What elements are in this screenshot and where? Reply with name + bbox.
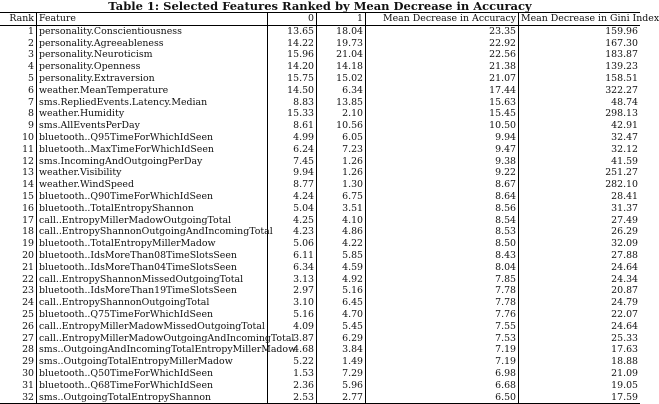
cell-feature: personality.Extraversion [37, 73, 268, 85]
table-body [0, 25, 640, 404]
cell-zero: 2.53 [268, 392, 317, 404]
cell-one: 4.10 [317, 215, 366, 227]
cell-accuracy: 7.85 [366, 274, 519, 286]
cell-one: 7.23 [317, 144, 366, 156]
cell-one: 1.49 [317, 356, 366, 368]
cell-accuracy: 7.78 [366, 297, 519, 309]
cell-feature: sms.AllEventsPerDay [37, 120, 268, 132]
cell-one: 4.86 [317, 226, 366, 238]
cell-rank: 17 [0, 215, 37, 227]
cell-feature: sms..OutgoingTotalEntropyMillerMadow [37, 356, 268, 368]
header-one: 1 [317, 13, 366, 26]
cell-zero: 1.53 [268, 368, 317, 380]
table-row [0, 203, 640, 215]
cell-gini: 159.96 [605, 25, 638, 37]
cell-feature: call..EntropyMillerMadowOutgoingAndIncomingTotal [37, 333, 268, 345]
table-row [0, 120, 640, 132]
table-row [0, 285, 640, 297]
cell-rank: 10 [0, 132, 37, 144]
cell-feature: bluetooth..Q75TimeForWhichIdSeen [37, 309, 268, 321]
cell-rank: 16 [0, 203, 37, 215]
cell-accuracy: 10.50 [366, 120, 519, 132]
table-caption: Table 1: Selected Features Ranked by Mean Decrease in Accuracy [108, 0, 532, 13]
cell-gini: 17.59 [519, 392, 641, 404]
table-row [0, 215, 640, 227]
cell-rank: 1 [0, 25, 37, 37]
cell-accuracy: 7.53 [366, 333, 519, 345]
cell-gini: 25.33 [611, 332, 638, 344]
header-row [0, 13, 640, 26]
table-row [0, 380, 640, 392]
cell-one: 1.26 [317, 167, 366, 179]
cell-feature: bluetooth..TotalEntropyShannon [37, 203, 268, 215]
cell-gini: 24.64 [611, 320, 638, 332]
cell-rank: 9 [0, 120, 37, 132]
cell-one: 3.84 [317, 344, 366, 356]
cell-zero: 5.22 [268, 356, 317, 368]
cell-one: 18.04 [317, 25, 366, 37]
cell-feature: bluetooth..IdsMoreThan08TimeSlotsSeen [37, 250, 268, 262]
cell-gini: 27.49 [611, 214, 638, 226]
cell-one: 7.29 [317, 368, 366, 380]
cell-accuracy: 15.63 [366, 97, 519, 109]
cell-feature: sms..OutgoingAndIncomingTotalEntropyMillerMadow [37, 344, 268, 356]
features-table [0, 12, 659, 404]
cell-zero: 4.68 [268, 344, 317, 356]
cell-rank: 30 [0, 368, 37, 380]
cell-zero: 4.99 [268, 132, 317, 144]
table-row [0, 392, 640, 404]
cell-gini: 32.47 [611, 131, 638, 143]
cell-zero: 15.96 [268, 49, 317, 61]
table-row [0, 321, 640, 333]
cell-accuracy: 7.55 [366, 321, 519, 333]
cell-accuracy: 21.38 [366, 61, 519, 73]
cell-zero: 6.34 [268, 262, 317, 274]
table-row [0, 108, 640, 120]
table-row [0, 191, 640, 203]
cell-one: 6.29 [317, 333, 366, 345]
header-feature: Feature [37, 13, 268, 26]
cell-one: 2.77 [317, 392, 366, 404]
cell-feature: bluetooth..Q50TimeForWhichIdSeen [37, 368, 268, 380]
cell-feature: bluetooth..MaxTimeForWhichIdSeen [37, 144, 268, 156]
cell-accuracy: 6.98 [366, 368, 519, 380]
cell-accuracy: 22.92 [366, 38, 519, 50]
cell-feature: weather.Humidity [37, 108, 268, 120]
cell-accuracy: 9.38 [366, 156, 519, 168]
header-zero: 0 [268, 13, 317, 26]
cell-rank: 13 [0, 167, 37, 179]
cell-accuracy: 21.07 [366, 73, 519, 85]
table-row [0, 262, 640, 274]
cell-one: 19.73 [317, 38, 366, 50]
cell-feature: bluetooth..TotalEntropyMillerMadow [37, 238, 268, 250]
table-row [0, 238, 640, 250]
cell-rank: 15 [0, 191, 37, 203]
cell-accuracy: 9.47 [366, 144, 519, 156]
cell-one: 6.05 [317, 132, 366, 144]
cell-feature: personality.Agreeableness [37, 38, 268, 50]
cell-zero: 15.75 [268, 73, 317, 85]
cell-rank: 25 [0, 309, 37, 321]
table-row [0, 49, 640, 61]
table-row [0, 356, 640, 368]
cell-zero: 5.16 [268, 309, 317, 321]
cell-gini: 24.34 [611, 273, 638, 285]
cell-gini: 26.29 [611, 226, 638, 238]
table-row [0, 144, 640, 156]
cell-accuracy: 8.64 [366, 191, 519, 203]
cell-zero: 4.25 [268, 215, 317, 227]
cell-zero: 3.10 [268, 297, 317, 309]
header-gini: Mean Decrease in Gini Index [519, 13, 641, 26]
cell-zero: 9.94 [268, 167, 317, 179]
cell-accuracy: 6.50 [366, 392, 519, 404]
cell-zero: 5.06 [268, 238, 317, 250]
table-row [0, 38, 640, 50]
cell-gini: 167.30 [605, 37, 638, 49]
cell-accuracy: 8.67 [366, 179, 519, 191]
cell-feature: weather.WindSpeed [37, 179, 268, 191]
cell-rank: 31 [0, 380, 37, 392]
cell-accuracy: 7.78 [366, 285, 519, 297]
cell-feature: call..EntropyShannonOutgoingTotal [37, 297, 268, 309]
cell-one: 15.02 [317, 73, 366, 85]
cell-zero: 2.97 [268, 285, 317, 297]
cell-feature: sms..OutgoingTotalEntropyShannon [37, 392, 268, 404]
cell-zero: 4.09 [268, 321, 317, 333]
cell-rank: 4 [0, 61, 37, 73]
table-row [0, 333, 640, 345]
cell-one: 1.26 [317, 156, 366, 168]
cell-zero: 6.11 [268, 250, 317, 262]
cell-gini: 19.05 [611, 379, 638, 391]
cell-zero: 5.04 [268, 203, 317, 215]
cell-rank: 22 [0, 274, 37, 286]
cell-one: 4.22 [317, 238, 366, 250]
cell-feature: weather.Visibility [37, 167, 268, 179]
cell-gini: 251.27 [605, 167, 638, 179]
cell-one: 5.16 [317, 285, 366, 297]
table-row [0, 85, 640, 97]
cell-feature: personality.Conscientiousness [37, 25, 268, 37]
cell-gini: 21.09 [611, 367, 638, 379]
table-row [0, 297, 640, 309]
cell-zero: 7.45 [268, 156, 317, 168]
cell-zero: 8.77 [268, 179, 317, 191]
cell-gini: 22.07 [611, 308, 638, 320]
cell-gini: 42.91 [611, 120, 638, 132]
cell-gini: 18.88 [611, 356, 638, 368]
cell-feature: personality.Neuroticism [37, 49, 268, 61]
cell-feature: weather.MeanTemperature [37, 85, 268, 97]
cell-accuracy: 7.19 [366, 344, 519, 356]
cell-accuracy: 7.76 [366, 309, 519, 321]
cell-feature: bluetooth..Q95TimeForWhichIdSeen [37, 132, 268, 144]
cell-rank: 6 [0, 85, 37, 97]
cell-zero: 3.13 [268, 274, 317, 286]
cell-rank: 29 [0, 356, 37, 368]
cell-accuracy: 8.53 [366, 226, 519, 238]
cell-feature: sms.RepliedEvents.Latency.Median [37, 97, 268, 109]
cell-accuracy: 8.43 [366, 250, 519, 262]
cell-gini: 298.13 [605, 108, 638, 120]
table-row [0, 167, 640, 179]
cell-one: 4.59 [317, 262, 366, 274]
cell-zero: 2.36 [268, 380, 317, 392]
cell-one: 10.56 [317, 120, 366, 132]
table-row [0, 156, 640, 168]
cell-rank: 5 [0, 73, 37, 85]
cell-gini: 41.59 [611, 155, 638, 167]
cell-rank: 28 [0, 344, 37, 356]
cell-zero: 13.65 [268, 25, 317, 37]
table-row [0, 97, 640, 109]
cell-gini: 139.23 [605, 61, 638, 73]
table-row [0, 25, 640, 37]
cell-one: 2.10 [317, 108, 366, 120]
cell-one: 14.18 [317, 61, 366, 73]
cell-rank: 2 [0, 38, 37, 50]
cell-rank: 12 [0, 156, 37, 168]
cell-accuracy: 17.44 [366, 85, 519, 97]
cell-accuracy: 8.54 [366, 215, 519, 227]
table-row [0, 274, 640, 286]
cell-one: 6.75 [317, 191, 366, 203]
cell-one: 3.51 [317, 203, 366, 215]
cell-gini: 20.87 [611, 285, 638, 297]
cell-rank: 3 [0, 49, 37, 61]
cell-gini: 48.74 [611, 96, 638, 108]
cell-feature: bluetooth..Q68TimeForWhichIdSeen [37, 380, 268, 392]
cell-feature: bluetooth..IdsMoreThan19TimeSlotsSeen [37, 285, 268, 297]
cell-rank: 21 [0, 262, 37, 274]
cell-feature: call..EntropyMillerMadowMissedOutgoingTotal [37, 321, 268, 333]
cell-one: 4.92 [317, 274, 366, 286]
cell-rank: 7 [0, 97, 37, 109]
cell-accuracy: 15.45 [366, 108, 519, 120]
cell-rank: 27 [0, 333, 37, 345]
cell-gini: 24.64 [611, 261, 638, 273]
cell-rank: 19 [0, 238, 37, 250]
cell-rank: 32 [0, 392, 37, 404]
cell-one: 6.34 [317, 85, 366, 97]
cell-one: 21.04 [317, 49, 366, 61]
cell-zero: 6.24 [268, 144, 317, 156]
cell-zero: 4.23 [268, 226, 317, 238]
cell-gini: 322.27 [605, 84, 638, 96]
cell-rank: 14 [0, 179, 37, 191]
cell-feature: personality.Openness [37, 61, 268, 73]
cell-rank: 11 [0, 144, 37, 156]
cell-gini: 32.09 [611, 238, 638, 250]
cell-gini: 183.87 [605, 49, 638, 61]
cell-gini: 32.12 [611, 143, 638, 155]
cell-feature: bluetooth..IdsMoreThan04TimeSlotsSeen [37, 262, 268, 274]
cell-zero: 3.87 [268, 333, 317, 345]
cell-zero: 4.24 [268, 191, 317, 203]
cell-accuracy: 8.04 [366, 262, 519, 274]
cell-accuracy: 8.50 [366, 238, 519, 250]
cell-accuracy: 9.94 [366, 132, 519, 144]
cell-zero: 14.22 [268, 38, 317, 50]
cell-gini: 158.51 [605, 72, 638, 84]
cell-zero: 8.61 [268, 120, 317, 132]
table-row [0, 61, 640, 73]
cell-accuracy: 8.56 [366, 203, 519, 215]
table-row [0, 344, 640, 356]
cell-gini: 31.37 [611, 202, 638, 214]
cell-feature: bluetooth..Q90TimeForWhichIdSeen [37, 191, 268, 203]
cell-rank: 18 [0, 226, 37, 238]
cell-rank: 23 [0, 285, 37, 297]
header-accuracy: Mean Decrease in Accuracy [366, 13, 519, 26]
cell-feature: call..EntropyShannonOutgoingAndIncomingTotal [37, 226, 268, 238]
table-row [0, 250, 640, 262]
cell-one: 13.85 [317, 97, 366, 109]
cell-gini: 282.10 [605, 179, 638, 191]
cell-accuracy: 9.22 [366, 167, 519, 179]
cell-accuracy: 7.19 [366, 356, 519, 368]
cell-rank: 8 [0, 108, 37, 120]
cell-gini: 27.88 [611, 249, 638, 261]
cell-one: 4.70 [317, 309, 366, 321]
cell-feature: call..EntropyShannonMissedOutgoingTotal [37, 274, 268, 286]
table-row [0, 226, 640, 238]
cell-accuracy: 22.56 [366, 49, 519, 61]
cell-one: 5.96 [317, 380, 366, 392]
table-row [0, 179, 640, 191]
cell-feature: call..EntropyMillerMadowOutgoingTotal [37, 215, 268, 227]
cell-zero: 8.83 [268, 97, 317, 109]
cell-zero: 15.33 [268, 108, 317, 120]
header-rank: Rank [0, 13, 37, 26]
cell-zero: 14.50 [268, 85, 317, 97]
cell-accuracy: 23.35 [366, 25, 519, 37]
cell-gini: 28.41 [611, 190, 638, 202]
cell-rank: 20 [0, 250, 37, 262]
table-row [0, 309, 640, 321]
cell-one: 6.45 [317, 297, 366, 309]
table-row [0, 132, 640, 144]
cell-rank: 24 [0, 297, 37, 309]
table-row [0, 368, 640, 380]
cell-zero: 14.20 [268, 61, 317, 73]
cell-one: 5.85 [317, 250, 366, 262]
cell-accuracy: 6.68 [366, 380, 519, 392]
cell-one: 1.30 [317, 179, 366, 191]
cell-gini: 24.79 [611, 297, 638, 309]
cell-rank: 26 [0, 321, 37, 333]
cell-feature: sms.IncomingAndOutgoingPerDay [37, 156, 268, 168]
cell-gini: 17.63 [611, 344, 638, 356]
table-row [0, 73, 640, 85]
cell-one: 5.45 [317, 321, 366, 333]
table-header [0, 13, 659, 26]
